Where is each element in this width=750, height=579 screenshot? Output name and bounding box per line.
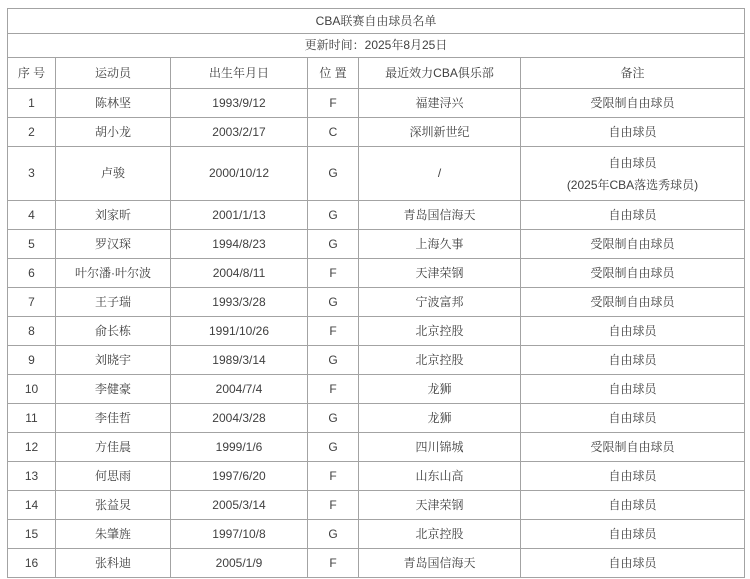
position-cell: C xyxy=(308,118,359,147)
note-cell: 受限制自由球员 xyxy=(521,89,745,118)
note-cell: 受限制自由球员 xyxy=(521,288,745,317)
athlete-name-cell: 王子瑞 xyxy=(56,288,171,317)
row-number-cell: 6 xyxy=(8,259,56,288)
note-cell: 自由球员 xyxy=(521,549,745,578)
note-cell: 自由球员 xyxy=(521,201,745,230)
club-cell: 深圳新世纪 xyxy=(359,118,521,147)
position-cell: G xyxy=(308,520,359,549)
note-cell: 自由球员 xyxy=(521,520,745,549)
row-number-cell: 8 xyxy=(8,317,56,346)
athlete-name-cell: 刘晓宇 xyxy=(56,346,171,375)
position-cell: G xyxy=(308,147,359,201)
athlete-name-cell: 朱肇旌 xyxy=(56,520,171,549)
note-line-2: (2025年CBA落选秀球员) xyxy=(566,177,699,192)
athlete-name-cell: 张科迪 xyxy=(56,549,171,578)
club-cell: 上海久事 xyxy=(359,230,521,259)
club-cell: 福建浔兴 xyxy=(359,89,521,118)
athlete-name-cell: 胡小龙 xyxy=(56,118,171,147)
position-cell: G xyxy=(308,404,359,433)
club-cell: 天津荣钢 xyxy=(359,259,521,288)
column-header-no: 序 号 xyxy=(8,58,56,89)
club-cell: 龙狮 xyxy=(359,404,521,433)
athlete-name-cell: 罗汉琛 xyxy=(56,230,171,259)
row-number-cell: 11 xyxy=(8,404,56,433)
table-row xyxy=(8,259,745,288)
birth-date-cell: 1999/1/6 xyxy=(171,433,308,462)
club-cell: 北京控股 xyxy=(359,317,521,346)
note-line-1: 自由球员 xyxy=(608,155,657,170)
birth-date-cell: 2004/3/28 xyxy=(171,404,308,433)
club-cell: 北京控股 xyxy=(359,346,521,375)
club-cell: / xyxy=(359,147,521,201)
table-row xyxy=(8,375,745,404)
position-cell: G xyxy=(308,346,359,375)
athlete-name-cell: 俞长栋 xyxy=(56,317,171,346)
row-number-cell: 9 xyxy=(8,346,56,375)
row-number-cell: 3 xyxy=(8,147,56,201)
table-row xyxy=(8,520,745,549)
table-row xyxy=(8,201,745,230)
birth-date-cell: 1994/8/23 xyxy=(171,230,308,259)
page-title: CBA联赛自由球员名单 xyxy=(8,9,745,34)
table-row xyxy=(8,346,745,375)
row-number-cell: 16 xyxy=(8,549,56,578)
table-row xyxy=(8,404,745,433)
club-cell: 青岛国信海天 xyxy=(359,549,521,578)
table-row xyxy=(8,317,745,346)
row-number-cell: 2 xyxy=(8,118,56,147)
position-cell: F xyxy=(308,317,359,346)
row-number-cell: 5 xyxy=(8,230,56,259)
table-row xyxy=(8,288,745,317)
position-cell: F xyxy=(308,89,359,118)
position-cell: G xyxy=(308,288,359,317)
birth-date-cell: 2004/7/4 xyxy=(171,375,308,404)
athlete-name-cell: 李健豪 xyxy=(56,375,171,404)
table-row xyxy=(8,89,745,118)
position-cell: G xyxy=(308,201,359,230)
athlete-name-cell: 卢骏 xyxy=(56,147,171,201)
birth-date-cell: 1997/10/8 xyxy=(171,520,308,549)
birth-date-cell: 2005/1/9 xyxy=(171,549,308,578)
athlete-name-cell: 陈林坚 xyxy=(56,89,171,118)
title-row xyxy=(8,9,745,34)
club-cell: 宁波富邦 xyxy=(359,288,521,317)
note-cell: 受限制自由球员 xyxy=(521,230,745,259)
athlete-name-cell: 叶尔潘·叶尔波 xyxy=(56,259,171,288)
note-cell: 自由球员 xyxy=(521,404,745,433)
birth-date-cell: 1989/3/14 xyxy=(171,346,308,375)
header-row xyxy=(8,58,745,89)
row-number-cell: 10 xyxy=(8,375,56,404)
column-header-dob: 出生年月日 xyxy=(171,58,308,89)
position-cell: F xyxy=(308,259,359,288)
note-cell: 自由球员 xyxy=(521,317,745,346)
column-header-athlete: 运动员 xyxy=(56,58,171,89)
club-cell: 北京控股 xyxy=(359,520,521,549)
club-cell: 天津荣钢 xyxy=(359,491,521,520)
position-cell: G xyxy=(308,230,359,259)
update-time: 更新时间：2025年8月25日 xyxy=(8,34,745,58)
note-cell xyxy=(521,147,745,201)
table-row xyxy=(8,230,745,259)
birth-date-cell: 1997/6/20 xyxy=(171,462,308,491)
note-cell: 自由球员 xyxy=(521,346,745,375)
position-cell: F xyxy=(308,491,359,520)
table-row xyxy=(8,433,745,462)
birth-date-cell: 1991/10/26 xyxy=(171,317,308,346)
row-number-cell: 12 xyxy=(8,433,56,462)
row-number-cell: 1 xyxy=(8,89,56,118)
athlete-name-cell: 刘家昕 xyxy=(56,201,171,230)
birth-date-cell: 2000/10/12 xyxy=(171,147,308,201)
note-cell: 受限制自由球员 xyxy=(521,433,745,462)
athlete-name-cell: 何思雨 xyxy=(56,462,171,491)
club-cell: 龙狮 xyxy=(359,375,521,404)
birth-date-cell: 2005/3/14 xyxy=(171,491,308,520)
note-cell: 受限制自由球员 xyxy=(521,259,745,288)
club-cell: 山东山高 xyxy=(359,462,521,491)
athlete-name-cell: 张益炅 xyxy=(56,491,171,520)
birth-date-cell: 2003/2/17 xyxy=(171,118,308,147)
birth-date-cell: 1993/9/12 xyxy=(171,89,308,118)
club-cell: 青岛国信海天 xyxy=(359,201,521,230)
note-cell: 自由球员 xyxy=(521,118,745,147)
free-agents-table xyxy=(7,8,745,578)
table-row xyxy=(8,549,745,578)
table-row xyxy=(8,118,745,147)
position-cell: F xyxy=(308,375,359,404)
athlete-name-cell: 方佳晨 xyxy=(56,433,171,462)
athlete-name-cell: 李佳哲 xyxy=(56,404,171,433)
birth-date-cell: 2001/1/13 xyxy=(171,201,308,230)
table-row xyxy=(8,462,745,491)
row-number-cell: 7 xyxy=(8,288,56,317)
position-cell: F xyxy=(308,462,359,491)
row-number-cell: 15 xyxy=(8,520,56,549)
column-header-club: 最近效力CBA俱乐部 xyxy=(359,58,521,89)
table-row xyxy=(8,491,745,520)
birth-date-cell: 2004/8/11 xyxy=(171,259,308,288)
update-time-row xyxy=(8,34,745,58)
row-number-cell: 14 xyxy=(8,491,56,520)
row-number-cell: 13 xyxy=(8,462,56,491)
note-cell: 自由球员 xyxy=(521,491,745,520)
position-cell: G xyxy=(308,433,359,462)
birth-date-cell: 1993/3/28 xyxy=(171,288,308,317)
column-header-position: 位 置 xyxy=(308,58,359,89)
table-row xyxy=(8,147,745,201)
note-cell: 自由球员 xyxy=(521,462,745,491)
club-cell: 四川锦城 xyxy=(359,433,521,462)
note-cell: 自由球员 xyxy=(521,375,745,404)
row-number-cell: 4 xyxy=(8,201,56,230)
column-header-note: 备注 xyxy=(521,58,745,89)
position-cell: F xyxy=(308,549,359,578)
